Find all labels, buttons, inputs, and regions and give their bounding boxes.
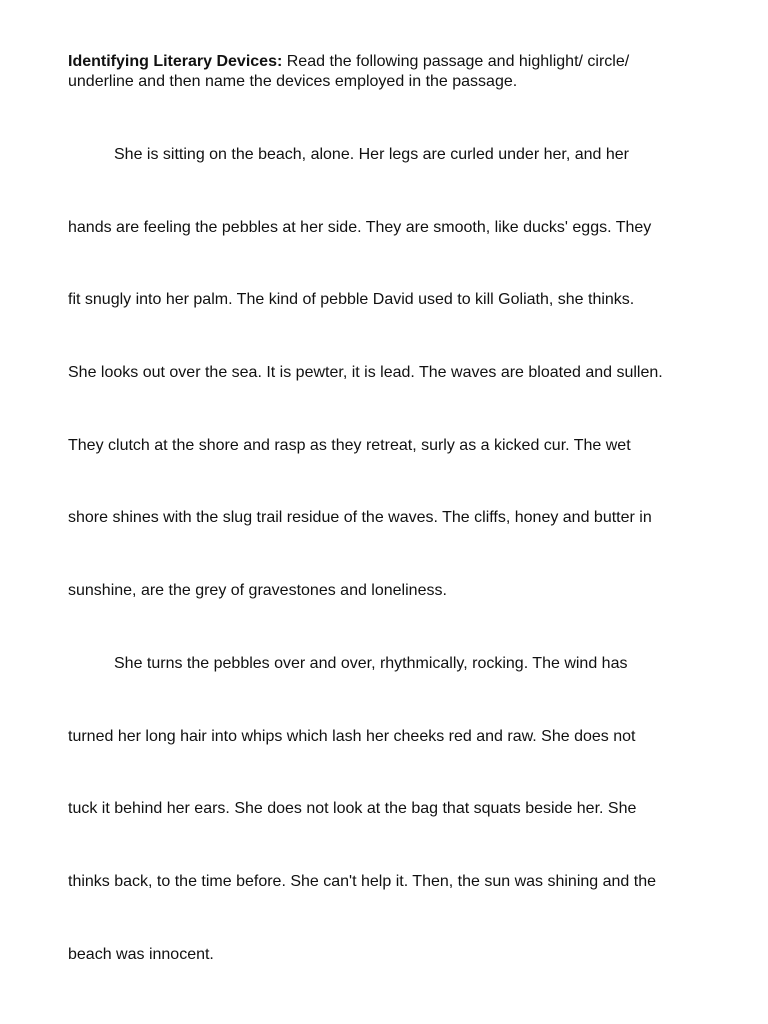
passage-line: turned her long hair into whips which lash her cheeks red and raw. She does not bbox=[68, 727, 636, 745]
instructions-text-line2: underline and then name the devices employed in the passage. bbox=[68, 73, 518, 90]
instructions-heading: Identifying Literary Devices: bbox=[68, 53, 283, 70]
passage-line: She is sitting on the beach, alone. Her legs are curled under her, and her bbox=[114, 146, 629, 163]
instructions-text: Read the following passage and highlight/ circle/ bbox=[282, 53, 630, 70]
passage bbox=[68, 145, 758, 1017]
passage-line: She turns the pebbles over and over, rhythmically, rocking. The wind has bbox=[114, 654, 628, 672]
instructions-paragraph bbox=[68, 52, 728, 92]
passage-line: fit snugly into her palm. The kind of pebble David used to kill Goliath, she thinks. bbox=[68, 291, 635, 309]
passage-line: sunshine, are the grey of gravestones and loneliness. bbox=[68, 582, 447, 600]
passage-line: hands are feeling the pebbles at her side. They are smooth, like ducks' eggs. They bbox=[68, 218, 652, 236]
passage-line: shore shines with the slug trail residue of the waves. The cliffs, honey and butter in bbox=[68, 509, 652, 527]
passage-line: beach was innocent. bbox=[68, 945, 214, 963]
passage-line: She looks out over the sea. It is pewter, it is lead. The waves are bloated and sullen. bbox=[68, 364, 663, 382]
passage-line: tuck it behind her ears. She does not look at the bag that squats beside her. She bbox=[68, 800, 637, 818]
passage-line: They clutch at the shore and rasp as they retreat, surly as a kicked cur. The wet bbox=[68, 436, 631, 454]
passage-line: thinks back, to the time before. She can't help it. Then, the sun was shining and the bbox=[68, 872, 657, 890]
